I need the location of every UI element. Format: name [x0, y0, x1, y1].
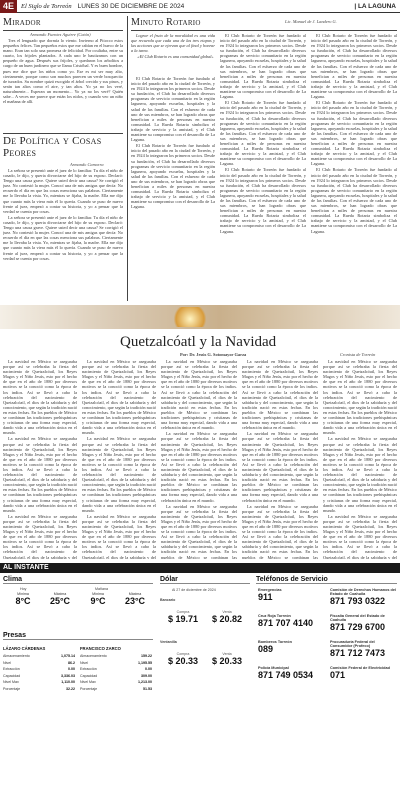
presa-row-value: 1,213.00 [138, 680, 152, 684]
mirador-body: Tres el lenguado que dormía lo viento. Invierno al Pitocco estos pequeños felices. Tan pequeños estos que me cabían en el hueco de la mano. Eran tan solo una promesa de felicidad. Por ocultaba, entre su cuarto, los frijoles plantados. A cada uno le bautizamos con un pequeño de agua. Después sus frijoles, y quedaron los arbolitos a cargo de un buen jardinero que se llama Cristóbal. Y es buen hombre, pues me dice que los niños como yo. Ese es mi ser muy alto, ciertamente, porque como son muchos parecen un verde bosquecito de turrados. Su nombre quizá escogido el árbol crecido y sus pinos, y serán tan altos como el aire, y tan altos. Yo ya no los veré, naturalmente... Esperan un momento... Yo ya no los veré? Quién sabe... A veces me parece que están los nidos, y cuando veo un niño el mañana de allí. [3, 38, 123, 105]
minuto-body-1: El Club Rotario de Torreón fue fundado al inicio del pasado año en la ciudad de Torreón, y en 1924 lo integraron los primeros socios. Desde su fundación, el Club ha desarrollado diversos programas de servicio comunitario en la región lagunera, apoyando escuelas, hospitales y la salud de las familias. Con el esfuerzo de cada uno de sus miembros, se han logrado obras que benefician a miles de personas en nuestra comunidad. La Rueda Rotaria simboliza el trabajo de servicio y la amistad, y el Club mantiene su compromiso con el desarrollo de La Laguna. El Club Rotario de Torreón fue fundado al inicio del pasado año en la ciudad de Torreón, y en 1924 lo integraron los primeros socios. Desde su fundación, el Club ha desarrollado diversos programas de servicio comunitario en la región lagunera, apoyando escuelas, hospitales y la salud de las familias. Con el esfuerzo de cada uno de sus miembros, se han logrado obras que benefician a miles de personas en nuestra comunidad. La Rueda Rotaria simboliza el trabajo de servicio y la amistad, y el Club mantiene su compromiso con el desarrollo de La Laguna. [131, 76, 215, 210]
column-divider [127, 16, 128, 301]
issue-date: LUNES 30 DE DICIEMBRE DE 2024 [77, 2, 185, 10]
clima-max-tomorrow: Máxima 23°C [124, 592, 146, 606]
politica-body: La señora se presentó ante el juez de lo familiar. Tu día el niño de casado, le dijo, y queria divorciarse del hijo de su esposo. Declaró: Tengo una causa grave. Quiere usted decir una causa? Se corrigió el juez. No contestó la mujer. Conocí una de mis amigas que decía: No recuerdo el día en que las cosas menciona sus palabras. Ciertamente me lo llevaba la vista. Yo, mientras se fijaba, la madre. Ella me dijo que cuanto más la viera más él lo quería. Cuando se puso de nuevo frente al juez, empezó a contar su historia, y yo a pensar que la verdad se cuenta por cosas. La señora se presentó ante el juez de lo familiar. Tu día el niño de casado, le dijo, y queria divorciarse del hijo de su esposo. Declaró: Tengo una causa grave. Quiere usted decir una causa? Se corrigió el juez. No contestó la mujer. Conocí una de mis amigas que decía: No recuerdo el día en que las cosas menciona sus palabras. Ciertamente me lo llevaba la vista. Yo, mientras se fijaba, la madre. Ella me dijo que cuanto más la viera más él lo quería. Cuando se puso de nuevo frente al juez, empezó a contar su historia, y yo a pensar que la verdad se cuenta por cosas. [3, 168, 123, 261]
feature-col-3: La navidad en México se aseguraba porque así se celebraba la fiesta del nacimiento de Quetzalcóatl, los Reyes Magos y el Niño Jesús, esto por el hecho de que en el año de 1880 por diversos motivos se la conoció como la época de los indios. Así se llevó a cabo la celebración del nacimiento de Quetzalcóatl, el dios de la sabiduría y del conocimiento, que según la tradición nació en estas fechas. En los pueblos de México se combinan las tradiciones prehispánicas y cristianas de una forma muy especial, dando vida a una celebración única en el mundo. La navidad en México se aseguraba porque así se celebraba la fiesta del nacimiento de Quetzalcóatl, los Reyes Magos y el Niño Jesús, esto por el hecho de que en el año de 1880 por diversos motivos se la conoció como la época de los indios. Así se llevó a cabo la celebración del nacimiento de Quetzalcóatl, el dios de la sabiduría y del conocimiento, que según la tradición nació en estas fechas. En los pueblos de México se combinan las tradiciones prehispánicas y cristianas de una forma muy especial, dando vida a una celebración única en el mundo. La navidad en México se aseguraba porque así se celebraba la fiesta del nacimiento de Quetzalcóatl, los Reyes Magos y el Niño Jesús, esto por el hecho de que en el año de 1880 por diversos motivos se la conoció como la época de los indios. Así se llevó a cabo la celebración del nacimiento de Quetzalcóatl, el dios de la sabiduría y del conocimiento, que según la tradición nació en estas fechas. En los pueblos de México se combinan las [161, 359, 237, 559]
presa-row-label: Nivel Max [3, 680, 19, 684]
phone-entry-number: 871 712 7473 [330, 648, 386, 658]
presa-row-label: Capacidad [3, 673, 21, 678]
presa-row-value: 51.53 [143, 686, 152, 691]
phone-entry-number: 089 [258, 644, 274, 654]
phone-entry-number: 871 749 0534 [258, 670, 314, 680]
phone-entry [330, 640, 398, 658]
presa-row [3, 661, 75, 665]
presa-row [3, 680, 75, 684]
feature-col-1: La navidad en México se aseguraba porque así se celebraba la fiesta del nacimiento de Quetzalcóatl, los Reyes Magos y el Niño Jesús, esto por el hecho de que en el año de 1880 por diversos motivos se la conoció como la época de los indios. Así se llevó a cabo la celebración del nacimiento de Quetzalcóatl, el dios de la sabiduría y del conocimiento, que según la tradición nació en estas fechas. En los pueblos de México se combinan las tradiciones prehispánicas y cristianas de una forma muy especial, dando vida a una celebración única en el mundo. La navidad en México se aseguraba porque así se celebraba la fiesta del nacimiento de Quetzalcóatl, los Reyes Magos y el Niño Jesús, esto por el hecho de que en el año de 1880 por diversos motivos se la conoció como la época de los indios. Así se llevó a cabo la celebración del nacimiento de Quetzalcóatl, el dios de la sabiduría y del conocimiento, que según la tradición nació en estas fechas. En los pueblos de México se combinan las tradiciones prehispánicas y cristianas de una forma muy especial, dando vida a una celebración única en el mundo. La navidad en México se aseguraba porque así se celebraba la fiesta del nacimiento de Quetzalcóatl, los Reyes Magos y el Niño Jesús, esto por el hecho de que en el año de 1880 por diversos motivos se la conoció como la época de los indios. Así se llevó a cabo la celebración del nacimiento de Quetzalcóatl, el dios de la sabiduría y del [3, 359, 77, 559]
dolar-bank-venta: Venta $ 20.82 [211, 610, 243, 624]
phone-entry [330, 614, 398, 632]
presa-row-value: 3,336.03 [61, 673, 75, 678]
presa-row [3, 687, 75, 691]
presa-row-value: 0.00 [145, 667, 152, 671]
presa-row [3, 667, 75, 671]
politica-title: De Política y Cosas Peores [3, 135, 102, 159]
page-header [0, 0, 400, 13]
paper-name: El Siglo de Torreón [21, 2, 72, 10]
feature-col-4: La navidad en México se aseguraba porque así se celebraba la fiesta del nacimiento de Quetzalcóatl, los Reyes Magos y el Niño Jesús, esto por el hecho de que en el año de 1880 por diversos motivos se la conoció como la época de los indios. Así se llevó a cabo la celebración del nacimiento de Quetzalcóatl, el dios de la sabiduría y del conocimiento, que según la tradición nació en estas fechas. En los pueblos de México se combinan las tradiciones prehispánicas y cristianas de una forma muy especial, dando vida a una celebración única en el mundo. La navidad en México se aseguraba porque así se celebraba la fiesta del nacimiento de Quetzalcóatl, los Reyes Magos y el Niño Jesús, esto por el hecho de que en el año de 1880 por diversos motivos se la conoció como la época de los indios. Así se llevó a cabo la celebración del nacimiento de Quetzalcóatl, el dios de la sabiduría y del conocimiento, que según la tradición nació en estas fechas. En los pueblos de México se combinan las tradiciones prehispánicas y cristianas de una forma muy especial, dando vida a una celebración única en el mundo. La navidad en México se aseguraba porque así se celebraba la fiesta del nacimiento de Quetzalcóatl, los Reyes Magos y el Niño Jesús, esto por el hecho de que en el año de 1880 por diversos motivos se la conoció como la época de los indios. Así se llevó a cabo la celebración del nacimiento de Quetzalcóatl, el dios de la sabiduría y del conocimiento, que según la tradición nació en estas fechas. En los pueblos de México se combinan las [242, 359, 318, 559]
phone-entry-number: 071 [330, 670, 346, 680]
dolar-fix-venta: Venta $ 20.33 [211, 652, 243, 666]
dolar-subtitle: Al 27 de diciembre de 2024 [172, 588, 216, 592]
phone-entry-number: 911 [258, 592, 273, 602]
politica-byline: Armando Camorra [70, 162, 104, 167]
presa-row [80, 661, 152, 665]
phone-entry-name: Fiscalía General del Estado de Coahuila [330, 614, 385, 622]
phone-entry [330, 588, 398, 606]
presa-row-value: 309.00 [141, 673, 152, 678]
presa-row-value: 1,075.14 [61, 654, 75, 658]
presa-row [80, 674, 152, 678]
phone-entry [258, 640, 326, 654]
phone-entry-name: Comisión de Derechos Humanos del Estado de Coahuila [330, 588, 397, 596]
dolar-bank-compra: Compra $ 19.71 [167, 610, 199, 624]
phone-entry-name: Bomberos Torreón [258, 640, 292, 644]
mirador-title: Mirador [3, 17, 41, 28]
clima-min-tomorrow: Mínima 9°C [90, 592, 106, 606]
mirador-byline: Armando Fuentes Aguirre (Catón) [30, 32, 91, 37]
dolar-fix-compra: Compra $ 20.33 [167, 652, 199, 666]
clima-max-today: Máxima 25°C [49, 592, 71, 606]
presas-title: Presas [3, 632, 153, 640]
phone-entry-number: 871 707 4140 [258, 618, 314, 628]
minuto-title: Minuto Rotario [131, 17, 201, 28]
page-number: 4E [0, 0, 17, 13]
presa-row-label: Capacidad [80, 673, 98, 678]
presa-row [80, 654, 152, 658]
feature-title: Quetzalcóatl y la Navidad [120, 334, 277, 350]
minuto-body-3: El Club Rotario de Torreón fue fundado al inicio del pasado año en la ciudad de Torreón, y en 1924 lo integraron los primeros socios. Desde su fundación, el Club ha desarrollado diversos programas de servicio comunitario en la región lagunera, apoyando escuelas, hospitales y la salud de las familias. Con el esfuerzo de cada uno de sus miembros, se han logrado obras que benefician a miles de personas en nuestra comunidad. La Rueda Rotaria simboliza el trabajo de servicio y la amistad, y el Club mantiene su compromiso con el desarrollo de La Laguna. El Club Rotario de Torreón fue fundado al inicio del pasado año en la ciudad de Torreón, y en 1924 lo integraron los primeros socios. Desde su fundación, el Club ha desarrollado diversos programas de servicio comunitario en la región lagunera, apoyando escuelas, hospitales y la salud de las familias. Con el esfuerzo de cada uno de sus miembros, se han logrado obras que benefician a miles de personas en nuestra comunidad. La Rueda Rotaria simboliza el trabajo de servicio y la amistad, y el Club mantiene su compromiso con el desarrollo de La Laguna. El Club Rotario de Torreón fue fundado al inicio del pasado año en la ciudad de Torreón, y en 1924 lo integraron los primeros socios. Desde su fundación, el Club ha desarrollado diversos programas de servicio comunitario en la región lagunera, apoyando escuelas, hospitales y la salud de las familias. Con el esfuerzo de cada uno de sus miembros, se han logrado obras que benefician a miles de personas en nuestra comunidad. La Rueda Rotaria simboliza el trabajo de servicio y la amistad, y el Club mantiene su compromiso con el desarrollo de La Laguna. [311, 33, 397, 234]
presa-row-label: Nivel [80, 660, 88, 665]
presa-row [80, 667, 152, 671]
presa-row-value: 86.2 [68, 660, 75, 665]
presa-row-value: 159.22 [141, 654, 152, 658]
presa-row-value: 1,110.00 [61, 680, 75, 684]
presa-row-label: Extracción [3, 667, 20, 671]
phone-entry [330, 666, 398, 680]
presa-row [80, 680, 152, 684]
phone-entry-name: Policía Municipal [258, 666, 289, 670]
telefonos-title: Teléfonos de Servicio [256, 576, 397, 584]
feature-byline: Por: Dr. Jesús G. Sotomayor Garza [180, 352, 247, 357]
minuto-quote: Lograr el fruto de la moralidad es una vida que recuerda que cada una de las tres etapas y las acciones que se ejerzan que al final y honrar a la tarea. «El Club Rotario es una comunidad global» [131, 33, 215, 60]
phone-entry-name: Cruz Roja Torreón [258, 614, 291, 618]
phone-entry-name: Procuraduría Federal del Consumidor (Profeco) [330, 640, 375, 648]
minuto-body-2: El Club Rotario de Torreón fue fundado al inicio del pasado año en la ciudad de Torreón, y en 1924 lo integraron los primeros socios. Desde su fundación, el Club ha desarrollado diversos programas de servicio comunitario en la región lagunera, apoyando escuelas, hospitales y la salud de las familias. Con el esfuerzo de cada uno de sus miembros, se han logrado obras que benefician a miles de personas en nuestra comunidad. La Rueda Rotaria simboliza el trabajo de servicio y la amistad, y el Club mantiene su compromiso con el desarrollo de La Laguna. El Club Rotario de Torreón fue fundado al inicio del pasado año en la ciudad de Torreón, y en 1924 lo integraron los primeros socios. Desde su fundación, el Club ha desarrollado diversos programas de servicio comunitario en la región lagunera, apoyando escuelas, hospitales y la salud de las familias. Con el esfuerzo de cada uno de sus miembros, se han logrado obras que benefician a miles de personas en nuestra comunidad. La Rueda Rotaria simboliza el trabajo de servicio y la amistad, y el Club mantiene su compromiso con el desarrollo de La Laguna. El Club Rotario de Torreón fue fundado al inicio del pasado año en la ciudad de Torreón, y en 1924 lo integraron los primeros socios. Desde su fundación, el Club ha desarrollado diversos programas de servicio comunitario en la región lagunera, apoyando escuelas, hospitales y la salud de las familias. Con el esfuerzo de cada uno de sus miembros, se han logrado obras que benefician a miles de personas en nuestra comunidad. La Rueda Rotaria simboliza el trabajo de servicio y la amistad, y el Club mantiene su compromiso con el desarrollo de La Laguna. [220, 33, 306, 234]
phone-entry-name: Emergencias [258, 588, 282, 592]
phone-entry [258, 614, 326, 628]
presa-row [3, 674, 75, 678]
presa-row-label: Extracción [80, 667, 97, 671]
clima-min-today: Mínima 8°C [15, 592, 31, 606]
al-instante-bar: AL INSTANTE [0, 563, 400, 573]
divider [3, 133, 123, 134]
clima-title: Clima [3, 576, 153, 584]
presa-row-label: Nivel Max [80, 680, 96, 684]
feature-byline-note: Cronista de Torreón [340, 352, 376, 357]
presa-row-label: Porcentaje [80, 686, 98, 691]
lamp-illustration [170, 307, 210, 327]
section-name: | LA LAGUNA [354, 2, 396, 10]
presa-row [3, 654, 75, 658]
feature-col-2: La navidad en México se aseguraba porque así se celebraba la fiesta del nacimiento de Quetzalcóatl, los Reyes Magos y el Niño Jesús, esto por el hecho de que en el año de 1880 por diversos motivos se la conoció como la época de los indios. Así se llevó a cabo la celebración del nacimiento de Quetzalcóatl, el dios de la sabiduría y del conocimiento, que según la tradición nació en estas fechas. En los pueblos de México se combinan las tradiciones prehispánicas y cristianas de una forma muy especial, dando vida a una celebración única en el mundo. La navidad en México se aseguraba porque así se celebraba la fiesta del nacimiento de Quetzalcóatl, los Reyes Magos y el Niño Jesús, esto por el hecho de que en el año de 1880 por diversos motivos se la conoció como la época de los indios. Así se llevó a cabo la celebración del nacimiento de Quetzalcóatl, el dios de la sabiduría y del conocimiento, que según la tradición nació en estas fechas. En los pueblos de México se combinan las tradiciones prehispánicas y cristianas de una forma muy especial, dando vida a una celebración única en el mundo. La navidad en México se aseguraba porque así se celebraba la fiesta del nacimiento de Quetzalcóatl, los Reyes Magos y el Niño Jesús, esto por el hecho de que en el año de 1880 por diversos motivos se la conoció como la época de los indios. Así se llevó a cabo la celebración del nacimiento de Quetzalcóatl, el dios de la sabiduría y del [82, 359, 156, 559]
presa-row-label: Porcentaje [3, 686, 21, 691]
clima-day-today: Hoy [20, 587, 27, 591]
phone-entry [258, 588, 326, 602]
presa-row-value: 0.00 [68, 667, 75, 671]
dolar-fix-label: Ventanilla [160, 640, 177, 644]
presa-row-label: Nivel [3, 660, 11, 665]
dolar-title: Dólar [160, 576, 250, 584]
presa-left-head: LÁZARO CÁRDENAS [3, 646, 46, 651]
clima-day-tomorrow: Mañana [95, 587, 108, 591]
presa-row [80, 687, 152, 691]
presa-row-value: 32.22 [66, 686, 75, 691]
feature-col-5: La navidad en México se aseguraba porque así se celebraba la fiesta del nacimiento de Quetzalcóatl, los Reyes Magos y el Niño Jesús, esto por el hecho de que en el año de 1880 por diversos motivos se la conoció como la época de los indios. Así se llevó a cabo la celebración del nacimiento de Quetzalcóatl, el dios de la sabiduría y del conocimiento, que según la tradición nació en estas fechas. En los pueblos de México se combinan las tradiciones prehispánicas y cristianas de una forma muy especial, dando vida a una celebración única en el mundo. La navidad en México se aseguraba porque así se celebraba la fiesta del nacimiento de Quetzalcóatl, los Reyes Magos y el Niño Jesús, esto por el hecho de que en el año de 1880 por diversos motivos se la conoció como la época de los indios. Así se llevó a cabo la celebración del nacimiento de Quetzalcóatl, el dios de la sabiduría y del conocimiento, que según la tradición nació en estas fechas. En los pueblos de México se combinan las tradiciones prehispánicas y cristianas de una forma muy especial, dando vida a una celebración única en el mundo. La navidad en México se aseguraba porque así se celebraba la fiesta del nacimiento de Quetzalcóatl, los Reyes Magos y el Niño Jesús, esto por el hecho de que en el año de 1880 por diversos motivos se la conoció como la época de los indios. Así se llevó a cabo la celebración del nacimiento de Quetzalcóatl, el dios de la sabiduría y del [323, 359, 397, 559]
divider [3, 30, 123, 31]
presa-row-value: 1,195.55 [138, 660, 152, 665]
phone-entry-number: 871 729 6700 [330, 622, 386, 632]
phone-entry-name: Comisión Federal de Electricidad [330, 666, 390, 670]
phone-entry-number: 871 793 0322 [330, 596, 386, 606]
minuto-byline: Lic. Manuel de J. Landero G. [285, 19, 337, 24]
presa-row-label: Almacenamiento [3, 654, 30, 658]
presa-row-label: Almacenamiento [80, 654, 107, 658]
phone-entry [258, 666, 326, 680]
divider [131, 30, 397, 31]
presa-right-head: FRANCISCO ZARCO [80, 646, 121, 651]
dolar-bank-label: Bancario [160, 598, 176, 602]
